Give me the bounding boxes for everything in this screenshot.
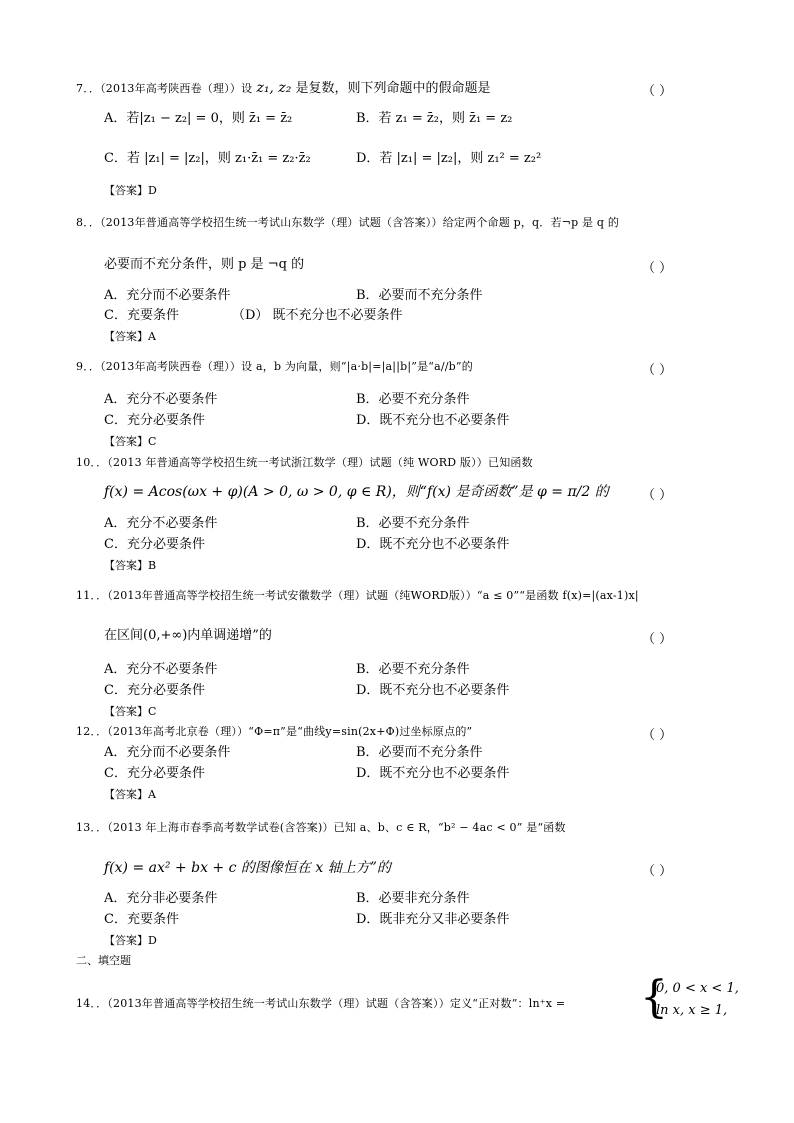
q9-option-b: B．必要不充分条件 (356, 392, 470, 407)
q10-answer: 【答案】B (104, 559, 157, 572)
q9-answer-blank: （ ） (642, 363, 673, 378)
q7-option-b: B．若 z₁ = z̄₂，则 z̄₁ = z₂ (356, 111, 513, 126)
q13-answer: 【答案】D (104, 934, 157, 947)
q8-stem-cont: 必要而不充分条件，则 p 是 ¬q 的 (104, 257, 305, 272)
q10-option-a: A．充分不必要条件 (104, 516, 218, 531)
left-brace-icon: { (640, 972, 668, 1023)
q7-answer: 【答案】D (104, 184, 157, 197)
q7-stem (76, 80, 490, 97)
q10-option-c: C．充分必要条件 (104, 537, 205, 552)
q7-vars: z₁, z₂ (256, 80, 292, 96)
q8-stem: 8．．（2013年普通高等学校招生统一考试山东数学（理）试题（含答案））给定两个命题 p，q．若¬p 是 q 的 (76, 216, 620, 229)
q7-option-c: C．若 |z₁| = |z₂|，则 z₁·z̄₁ = z₂·z̄₂ (104, 151, 311, 166)
q12-option-d: D．既不充分也不必要条件 (356, 766, 510, 781)
q8-option-c: C．充要条件 (104, 308, 179, 323)
q13-option-b: B．必要非充分条件 (356, 891, 470, 906)
q11-stem-cont: 在区间(0,+∞)内单调递增”的 (104, 628, 272, 643)
q9-answer: 【答案】C (104, 435, 157, 448)
q8-option-b: B．必要而不充分条件 (356, 288, 483, 303)
q13-stem: 13．．（2013 年上海市春季高考数学试卷(含答案)）已知 a、b、c ∈ R，“b² − 4ac < 0” 是“函数 (76, 821, 566, 834)
q12-answer: 【答案】A (104, 788, 156, 801)
q11-option-c: C．充分必要条件 (104, 683, 205, 698)
q12-option-a: A．充分而不必要条件 (104, 745, 231, 760)
q7-stem-source: 7．．（2013年高考陕西卷（理））设 (76, 82, 253, 95)
q11-answer-blank: （ ） (642, 632, 673, 647)
q14-piecewise (640, 972, 780, 1026)
q12-option-b: B．必要而不充分条件 (356, 745, 483, 760)
q7-option-a: A．若|z₁ − z₂| = 0，则 z̄₁ = z̄₂ (104, 111, 293, 126)
q7-stem-text: 是复数，则下列命题中的假命题是 (295, 81, 491, 96)
q13-stem-cont: f(x) = ax² + bx + c 的图像恒在 x 轴上方”的 (104, 860, 391, 876)
q11-stem: 11．．（2013年普通高等学校招生统一考试安徽数学（理）试题（纯WORD版））“a ≤ 0”“是函数 f(x)=|(ax-1)x| (76, 589, 639, 602)
q13-answer-blank: （ ） (642, 864, 673, 879)
q12-answer-blank: （ ） (642, 728, 673, 743)
q14-case-2: ln x, x ≥ 1, (656, 1003, 728, 1018)
q10-stem-cont: f(x) = Acos(ωx + φ)(A > 0, ω > 0, φ ∈ R)，则“f(x) 是奇函数”是 φ = π/2 的 (104, 484, 609, 500)
q9-option-c: C．充分必要条件 (104, 413, 205, 428)
q10-option-b: B．必要不充分条件 (356, 516, 470, 531)
q12-stem: 12．．（2013年高考北京卷（理））“Φ=π”是“曲线y=sin(2x+Φ)过坐标原点的” (76, 725, 473, 738)
q14-case-1: 0, 0 < x < 1, (656, 981, 739, 996)
q13-option-c: C．充要条件 (104, 912, 179, 927)
q9-option-d: D．既不充分也不必要条件 (356, 413, 510, 428)
q8-option-d: （D） 既不充分也不必要条件 (232, 308, 403, 323)
q10-stem: 10．．（2013 年普通高等学校招生统一考试浙江数学（理）试题（纯 WORD 版））已知函数 (76, 456, 533, 469)
q11-option-a: A．充分不必要条件 (104, 662, 218, 677)
section-heading: 二、填空题 (76, 954, 131, 967)
q11-option-d: D．既不充分也不必要条件 (356, 683, 510, 698)
q9-option-a: A．充分不必要条件 (104, 392, 218, 407)
q8-answer-blank: （ ） (642, 261, 673, 276)
q8-answer: 【答案】A (104, 330, 156, 343)
q7-answer-blank: （ ） (642, 84, 673, 99)
q9-stem: 9．．（2013年高考陕西卷（理））设 a，b 为向量，则“|a·b|=|a||b|”是“a//b”的 (76, 360, 473, 373)
q12-option-c: C．充分必要条件 (104, 766, 205, 781)
q13-option-d: D．既非充分又非必要条件 (356, 912, 510, 927)
q8-option-a: A．充分而不必要条件 (104, 288, 231, 303)
q14-stem: 14．．（2013年普通高等学校招生统一考试山东数学（理）试题（含答案））定义“正对数”：ln⁺x = (76, 997, 566, 1010)
q7-option-d: D．若 |z₁| = |z₂|，则 z₁² = z₂² (356, 151, 542, 166)
q11-answer: 【答案】C (104, 705, 157, 718)
q11-option-b: B．必要不充分条件 (356, 662, 470, 677)
q13-option-a: A．充分非必要条件 (104, 891, 218, 906)
q10-option-d: D．既不充分也不必要条件 (356, 537, 510, 552)
q10-answer-blank: （ ） (642, 488, 673, 503)
